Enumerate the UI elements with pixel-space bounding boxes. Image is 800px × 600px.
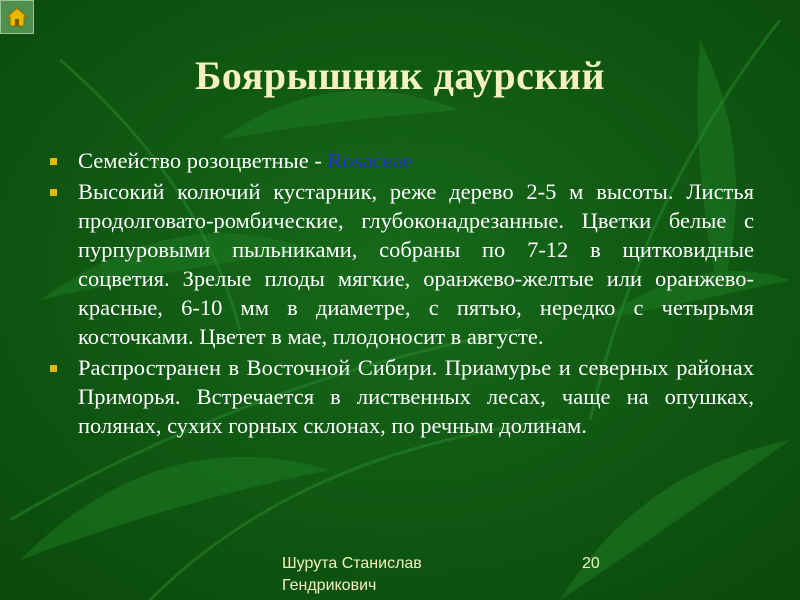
bullet-marker-icon (50, 365, 57, 372)
latin-family-name: Rosaceae (327, 148, 413, 173)
page-number: 20 (582, 555, 600, 572)
bullet-item (50, 177, 754, 351)
bullet-text: Высокий колючий кустарник, реже дерево 2-5 м высоты. Листья продолговато-ромбические, глубоконадрезанные. Цветки белые с пурпуровыми пыльниками, собраны по 7-12 в щитковидные соцветия. Зрелые плоды мягкие, оранжево-желтые или оранжево-красные, 6-10 мм в диаметре, с пятью, нередко с четырьмя косточками. Цветет в мае, плодоносит в августе. (78, 179, 754, 349)
bullet-text: Распространен в Восточной Сибири. Приамурье и северных районах Приморья. Встречается в лиственных лесах, чаще на опушках, полянах, сухих горных склонах, по речным долинам. (78, 355, 754, 438)
home-icon (6, 6, 28, 28)
bullet-item (50, 353, 754, 440)
bullet-marker-icon (50, 189, 57, 196)
home-button[interactable] (0, 0, 34, 34)
bullet-item (50, 146, 754, 175)
bullet-text: Семейство розоцветные - (78, 148, 328, 173)
bullet-marker-icon (50, 158, 57, 165)
bullet-list (50, 146, 754, 442)
slide-title: Боярышник даурский (194, 53, 606, 98)
footer-author: Шурута Станислав Гендрикович (282, 555, 422, 594)
